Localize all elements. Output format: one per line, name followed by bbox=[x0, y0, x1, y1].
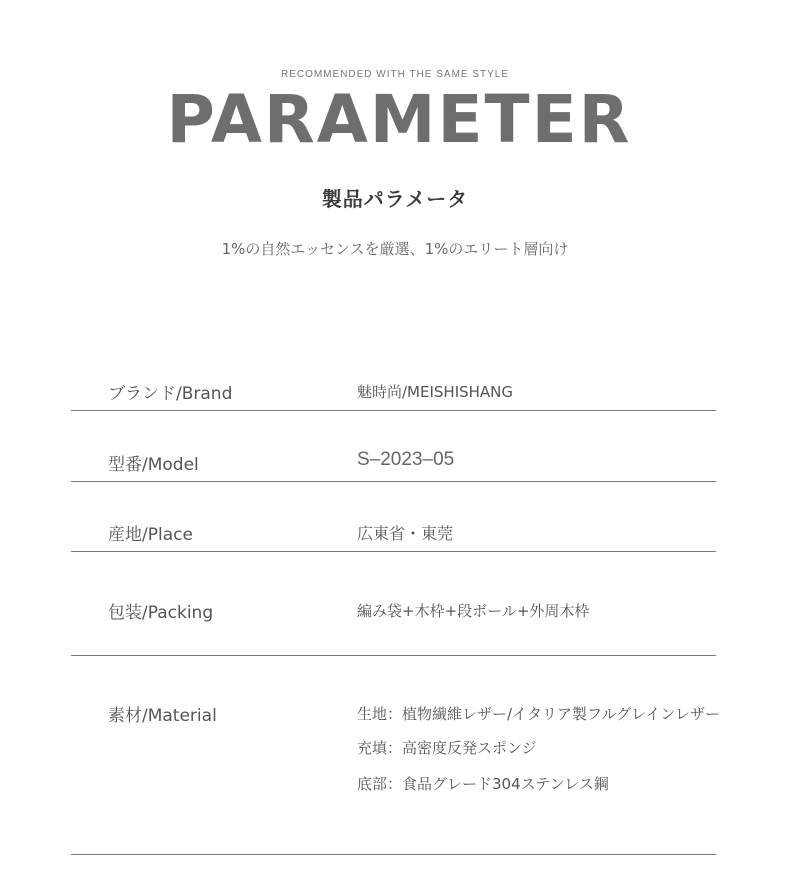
param-row-brand bbox=[71, 369, 716, 411]
param-row-place bbox=[71, 510, 716, 552]
subtitle-en: RECOMMENDED WITH THE SAME STYLE bbox=[280, 69, 510, 80]
param-value-brand: 魅時尚/MEISHISHANG bbox=[357, 383, 514, 401]
param-value-material-line: 生地：植物繊維レザー/イタリア製フルグレインレザー bbox=[357, 705, 721, 723]
param-label-place: 産地/Place bbox=[108, 525, 193, 545]
param-label-material: 素材/Material bbox=[108, 706, 217, 726]
headline: PARAMETER bbox=[166, 81, 632, 158]
param-label-brand: ブランド/Brand bbox=[108, 384, 233, 404]
param-value-material-line: 充填：高密度反発スポンジ bbox=[357, 739, 537, 757]
param-value-material-line: 底部：食品グレード304ステンレス鋼 bbox=[357, 775, 609, 793]
param-row-material bbox=[71, 690, 721, 855]
page-title: 製品パラメータ bbox=[321, 187, 469, 211]
param-row-packing bbox=[71, 588, 716, 656]
param-row-model bbox=[71, 440, 716, 482]
param-label-packing: 包装/Packing bbox=[108, 603, 214, 623]
param-label-model: 型番/Model bbox=[108, 455, 199, 475]
param-value-model: S–2023–05 bbox=[357, 449, 455, 470]
param-value-place: 広東省・東莞 bbox=[357, 524, 454, 543]
tagline: 1%の自然エッセンスを厳選、1%のエリート層向け bbox=[221, 240, 569, 258]
param-value-packing: 編み袋+木枠+段ボール+外周木枠 bbox=[357, 602, 590, 620]
